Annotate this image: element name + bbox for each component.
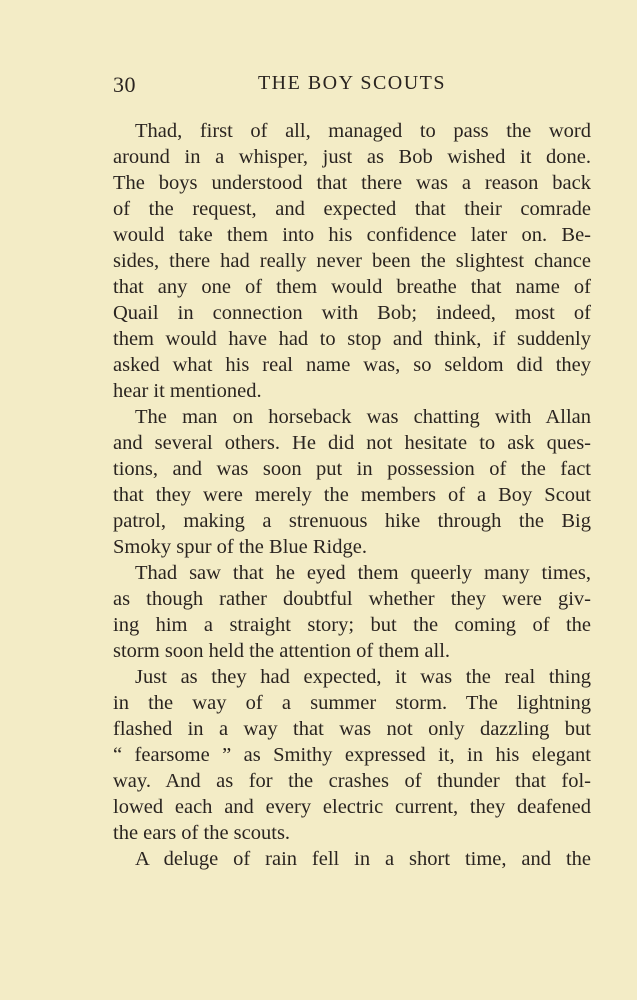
text-line: A deluge of rain fell in a short time, and the xyxy=(135,848,591,870)
text-line: Thad saw that he eyed them queerly many times, xyxy=(135,562,591,584)
text-line: asked what his real name was, so seldom did they xyxy=(113,354,591,376)
text-line: hear it mentioned. xyxy=(113,380,262,402)
page-header xyxy=(113,72,591,102)
text-line: flashed in a way that was not only dazzling but xyxy=(113,718,591,740)
body-text xyxy=(113,118,591,872)
text-line: that any one of them would breathe that name of xyxy=(113,276,591,298)
text-line: sides, there had really never been the slightest chance xyxy=(113,250,591,272)
text-line: Quail in connection with Bob; indeed, most of xyxy=(113,302,591,324)
text-line: The boys understood that there was a reason back xyxy=(113,172,591,194)
paragraph xyxy=(113,664,591,846)
text-line: Thad, first of all, managed to pass the word xyxy=(135,120,591,142)
text-line: way. And as for the crashes of thunder that fol- xyxy=(113,770,591,792)
text-line: The man on horseback was chatting with Allan xyxy=(135,406,591,428)
text-line: the ears of the scouts. xyxy=(113,822,291,844)
text-line: storm soon held the attention of them all. xyxy=(113,640,451,662)
text-line: in the way of a summer storm. The lightning xyxy=(113,692,591,714)
text-line: as though rather doubtful whether they were giv- xyxy=(113,588,591,610)
text-line: lowed each and every electric current, they deafened xyxy=(113,796,591,818)
text-line: tions, and was soon put in possession of the fact xyxy=(113,458,591,480)
page-number: 30 xyxy=(113,72,136,97)
text-line: that they were merely the members of a Boy Scout xyxy=(113,484,591,506)
paragraph xyxy=(113,560,591,664)
text-line: ing him a straight story; but the coming of the xyxy=(113,614,591,636)
text-line: and several others. He did not hesitate to ask ques- xyxy=(113,432,591,454)
text-line: around in a whisper, just as Bob wished it done. xyxy=(113,146,591,168)
text-line: Smoky spur of the Blue Ridge. xyxy=(113,536,367,558)
paragraph xyxy=(113,118,591,404)
running-head: THE BOY SCOUTS xyxy=(257,72,447,94)
text-line: would take them into his confidence later on. Be- xyxy=(113,224,591,246)
text-line: of the request, and expected that their comrade xyxy=(113,198,591,220)
paragraph xyxy=(113,404,591,560)
text-line: Just as they had expected, it was the real thing xyxy=(135,666,591,688)
text-line: “ fearsome ” as Smithy expressed it, in his elegant xyxy=(113,744,591,766)
text-line: them would have had to stop and think, if suddenly xyxy=(113,328,591,350)
paragraph xyxy=(113,846,591,872)
text-line: patrol, making a strenuous hike through the Big xyxy=(113,510,591,532)
